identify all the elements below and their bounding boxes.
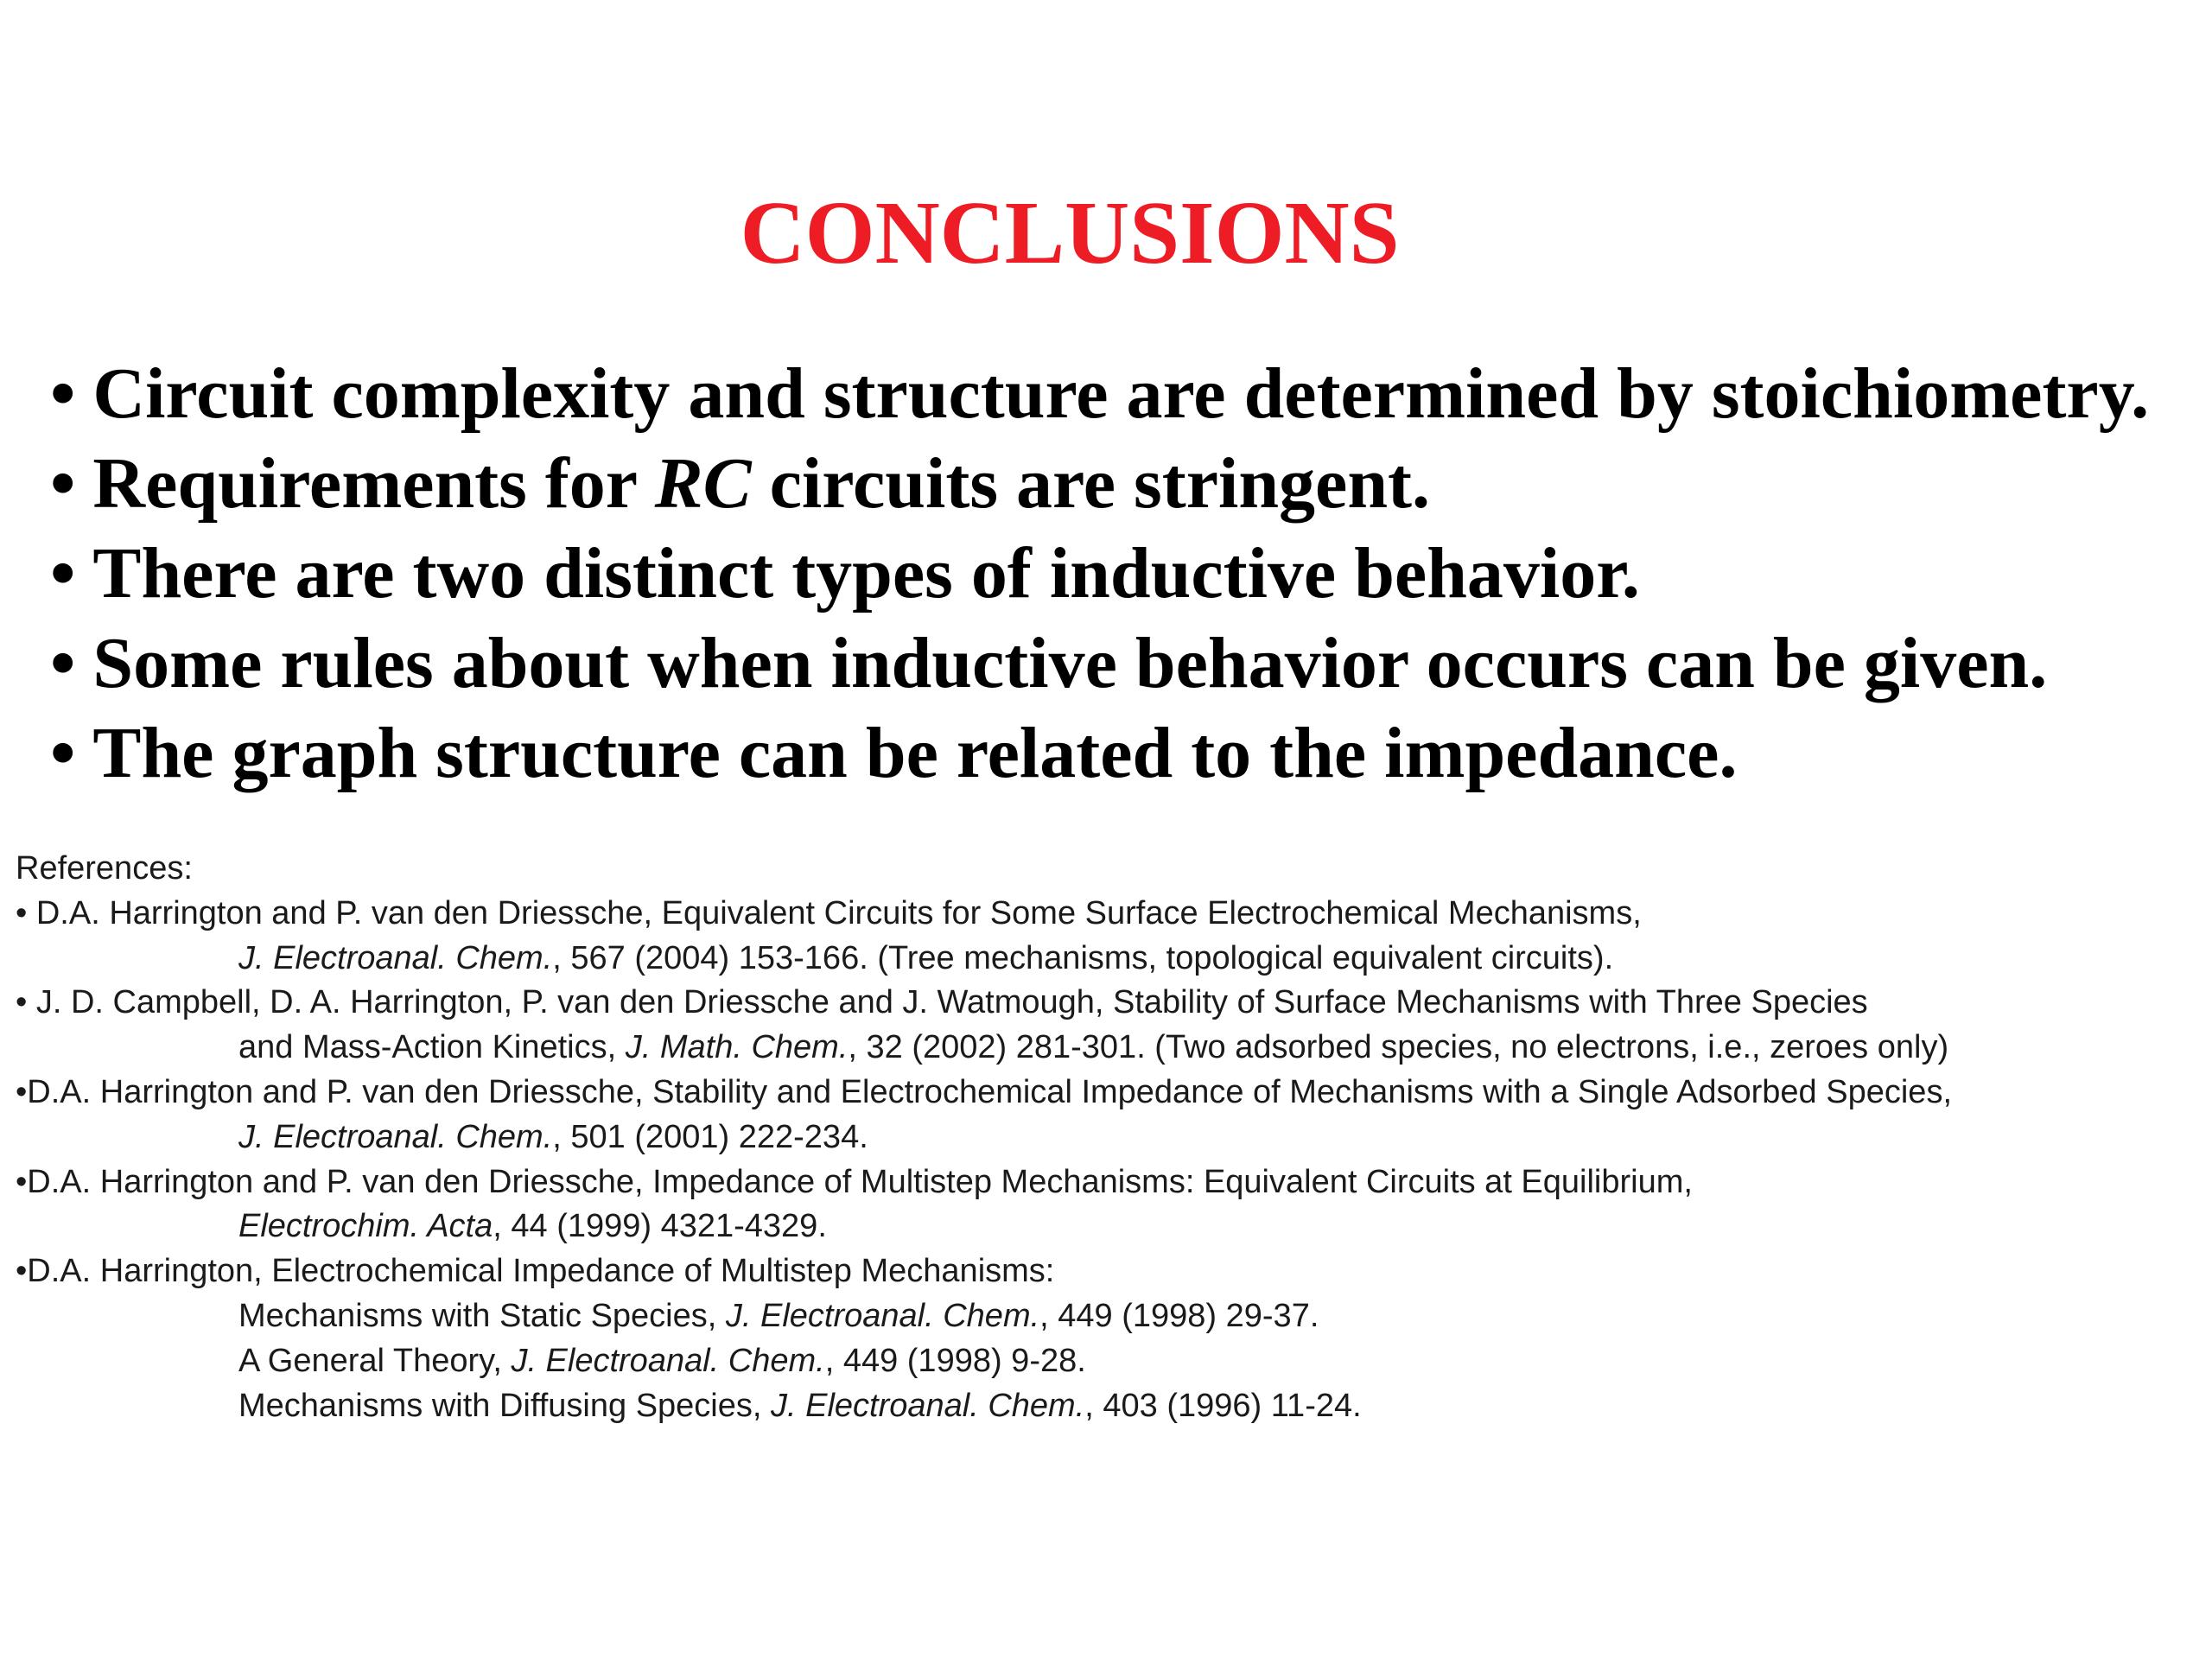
- reference-1-line-2: [16, 937, 1952, 982]
- reference-detail: , 449 (1998) 9-28.: [824, 1342, 1086, 1379]
- bullet-marker: •: [50, 713, 76, 793]
- journal-name: J. Electroanal. Chem.: [725, 1297, 1040, 1334]
- slide-title: CONCLUSIONS: [740, 183, 1400, 283]
- reference-2-line-1: • J. D. Campbell, D. A. Harrington, P. van den Driessche and J. Watmough, Stability of Surface Mechanisms with Three Species: [16, 984, 1868, 1021]
- reference-pre: A General Theory,: [238, 1342, 512, 1379]
- conclusion-item: [50, 709, 2149, 798]
- reference-5-sub-2: [16, 1339, 1952, 1384]
- reference-detail: , 501 (2001) 222-234.: [552, 1118, 868, 1155]
- conclusion-item: [50, 439, 2149, 529]
- reference-pre: Mechanisms with Diffusing Species,: [238, 1387, 771, 1424]
- reference-detail: , 449 (1998) 29-37.: [1039, 1297, 1319, 1334]
- reference-1-line-1: • D.A. Harrington and P. van den Driessche, Equivalent Circuits for Some Surface Electrochemical Mechanisms,: [16, 894, 1642, 931]
- conclusion-text: The graph structure can be related to the impedance.: [92, 713, 1738, 793]
- reference-5-sub-3: [16, 1384, 1952, 1429]
- conclusion-text-em: RC: [654, 443, 752, 524]
- reference-5-sub-1: [16, 1294, 1952, 1339]
- reference-3-line-2: [16, 1116, 1952, 1160]
- reference-3-line-1: •D.A. Harrington and P. van den Driessche, Stability and Electrochemical Impedance of Mechanisms with a Single Adsorbed Species,: [16, 1073, 1952, 1110]
- reference-detail: , 44 (1999) 4321-4329.: [493, 1208, 827, 1245]
- bullet-marker: •: [50, 353, 76, 434]
- reference-detail: , 567 (2004) 153-166. (Tree mechanisms, topological equivalent circuits).: [552, 939, 1614, 976]
- reference-4-line-1: •D.A. Harrington and P. van den Driessche, Impedance of Multistep Mechanisms: Equivalent Circuits at Equilibrium,: [16, 1163, 1693, 1200]
- journal-name: J. Electroanal. Chem.: [238, 939, 553, 976]
- bullet-marker: •: [50, 533, 76, 613]
- bullet-marker: •: [50, 443, 76, 524]
- conclusion-text-pre: Requirements for: [92, 443, 655, 524]
- reference-pre: Mechanisms with Static Species,: [238, 1297, 726, 1334]
- conclusion-item: [50, 619, 2149, 709]
- conclusion-text: There are two distinct types of inductive behavior.: [92, 533, 1640, 613]
- journal-name: J. Electroanal. Chem.: [771, 1387, 1085, 1424]
- conclusion-item: [50, 529, 2149, 619]
- conclusions-list: [50, 349, 2149, 798]
- references-section: [16, 847, 1952, 1428]
- reference-detail: , 32 (2002) 281-301. (Two adsorbed species, no electrons, i.e., zeroes only): [848, 1029, 1949, 1066]
- references-heading: References:: [16, 850, 193, 887]
- conclusion-text: Some rules about when inductive behavior occurs can be given.: [92, 623, 2048, 703]
- conclusion-text: Circuit complexity and structure are determined by stoichiometry.: [92, 353, 2150, 434]
- conclusion-item: [50, 349, 2149, 439]
- journal-name: J. Math. Chem.: [625, 1029, 849, 1066]
- journal-name: Electrochim. Acta: [238, 1208, 493, 1245]
- reference-pre: and Mass-Action Kinetics,: [238, 1029, 626, 1066]
- reference-4-line-2: [16, 1205, 1952, 1249]
- bullet-marker: •: [50, 623, 76, 703]
- journal-name: J. Electroanal. Chem.: [511, 1342, 825, 1379]
- reference-detail: , 403 (1996) 11-24.: [1084, 1387, 1362, 1424]
- journal-name: J. Electroanal. Chem.: [238, 1118, 553, 1155]
- reference-5-line-1: •D.A. Harrington, Electrochemical Impedance of Multistep Mechanisms:: [16, 1253, 1055, 1290]
- reference-2-line-2: [16, 1026, 1952, 1071]
- conclusion-text-post: circuits are stringent.: [751, 443, 1431, 524]
